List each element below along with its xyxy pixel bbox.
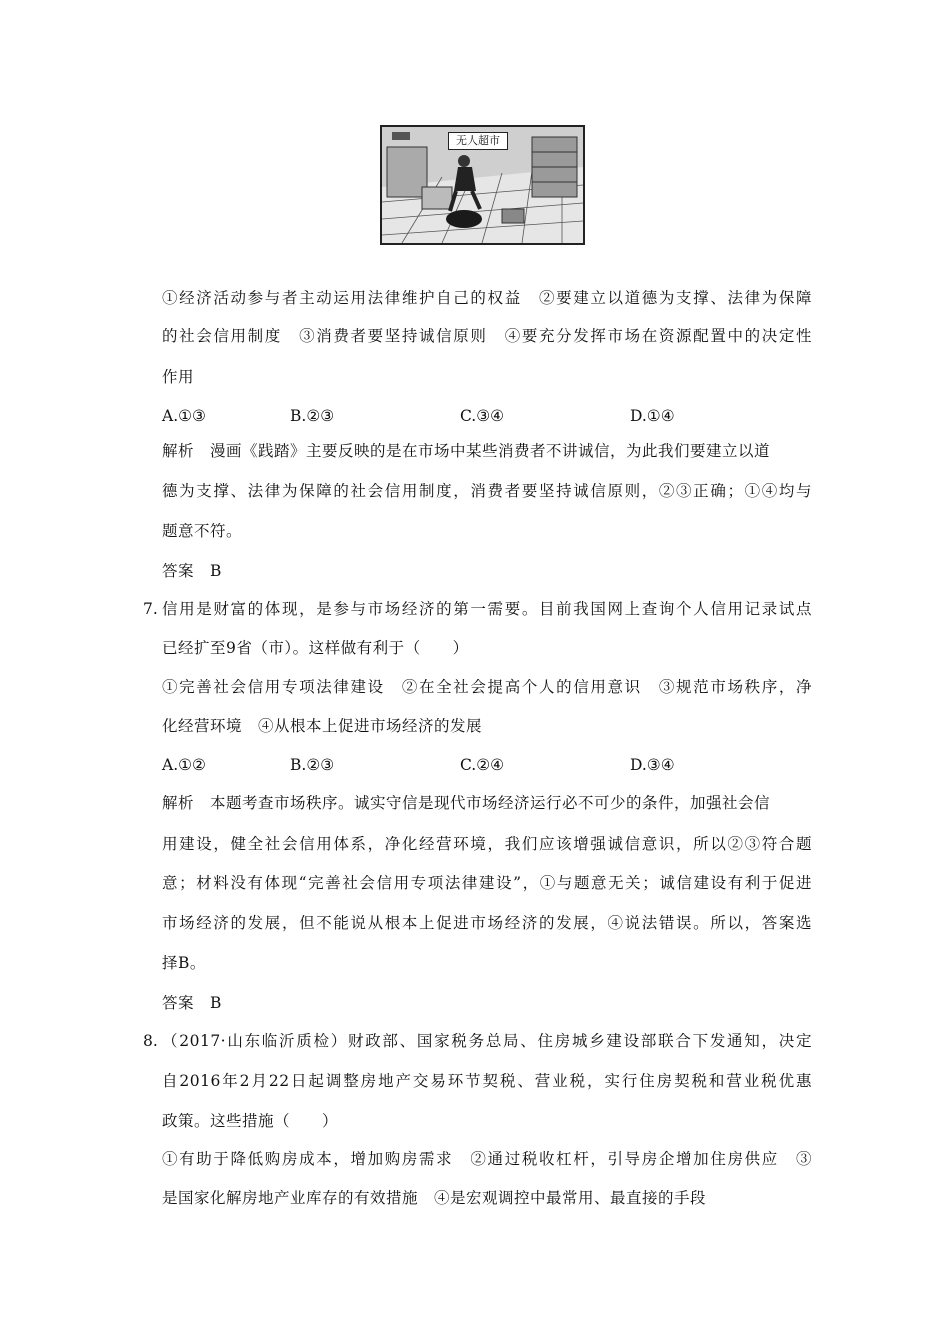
q7-number: 7. xyxy=(143,600,158,618)
q7-analysis-line-5: 择B。 xyxy=(162,954,206,972)
q6-statement-line-3: 作用 xyxy=(162,368,195,386)
q6-option-d: D.①④ xyxy=(630,407,675,425)
cartoon-sign: 无人超市 xyxy=(448,132,508,150)
q8-number: 8. xyxy=(143,1032,158,1050)
q6-option-c: C.③④ xyxy=(460,407,505,425)
q6-option-b: B.②③ xyxy=(290,407,335,425)
q6-analysis-line-3: 题意不符。 xyxy=(162,522,243,540)
q7-analysis-line-4: 市场经济的发展，但不能说从根本上促进市场经济的发展，④说法错误。所以，答案选 xyxy=(162,914,812,932)
q6-option-a: A.①③ xyxy=(162,407,206,425)
q7-answer-label: 答案 xyxy=(162,994,195,1012)
q6-statement-line-2: 的社会信用制度 ③消费者要坚持诚信原则 ④要充分发挥市场在资源配置中的决定性 xyxy=(162,327,812,345)
q7-option-a: A.①② xyxy=(162,756,206,774)
q7-statement-line-2: 化经营环境 ④从根本上促进市场经济的发展 xyxy=(162,717,483,735)
q8-stem-line-1: （2017·山东临沂质检）财政部、国家税务总局、住房城乡建设部联合下发通知，决定 xyxy=(162,1032,812,1050)
q7-analysis-label: 解析 xyxy=(162,794,195,812)
q7-stem-line-1: 信用是财富的体现，是参与市场经济的第一需要。目前我国网上查询个人信用记录试点 xyxy=(162,600,812,618)
cartoon-illustration xyxy=(380,125,585,245)
q6-statement-line-1: ①经济活动参与者主动运用法律维护自己的权益 ②要建立以道德为支撑、法律为保障 xyxy=(162,289,812,307)
q6-analysis-label: 解析 xyxy=(162,442,195,460)
q7-statement-line-1: ①完善社会信用专项法律建设 ②在全社会提高个人的信用意识 ③规范市场秩序，净 xyxy=(162,678,812,696)
q7-option-b: B.②③ xyxy=(290,756,335,774)
q7-option-d: D.③④ xyxy=(630,756,675,774)
q7-options xyxy=(162,755,812,775)
q7-answer-value: B xyxy=(210,994,222,1012)
q6-analysis-line-1: 解析 漫画《践踏》主要反映的是在市场中某些消费者不讲诚信，为此我们要建立以道 xyxy=(162,442,771,460)
q6-analysis-line-2: 德为支撑、法律为保障的社会信用制度，消费者要坚持诚信原则，②③正确；①④均与 xyxy=(162,482,812,500)
q7-answer xyxy=(162,993,812,1013)
q7-analysis-line-2: 用建设，健全社会信用体系，净化经营环境，我们应该增强诚信意识，所以②③符合题 xyxy=(162,835,812,853)
q8-stem-line-2: 自2016年2月22日起调整房地产交易环节契税、营业税，实行住房契税和营业税优惠 xyxy=(162,1072,812,1090)
q7-analysis-line-1: 解析 本题考查市场秩序。诚实守信是现代市场经济运行必不可少的条件，加强社会信 xyxy=(162,794,771,812)
q7-option-c: C.②④ xyxy=(460,756,505,774)
q8-statement-line-2: 是国家化解房地产业库存的有效措施 ④是宏观调控中最常用、最直接的手段 xyxy=(162,1189,707,1207)
q7-analysis-line-3: 意；材料没有体现“完善社会信用专项法律建设”，①与题意无关；诚信建设有利于促进 xyxy=(162,874,812,892)
q7-stem-line-2: 已经扩至9省（市）。这样做有利于（ ） xyxy=(162,639,469,657)
q6-options xyxy=(162,406,812,426)
q6-answer xyxy=(162,561,812,581)
q8-statement-line-1: ①有助于降低购房成本，增加购房需求 ②通过税收杠杆，引导房企增加住房供应 ③ xyxy=(162,1150,812,1168)
q6-answer-value: B xyxy=(210,562,222,580)
q8-stem-line-3: 政策。这些措施（ ） xyxy=(162,1112,339,1130)
q6-answer-label: 答案 xyxy=(162,562,195,580)
